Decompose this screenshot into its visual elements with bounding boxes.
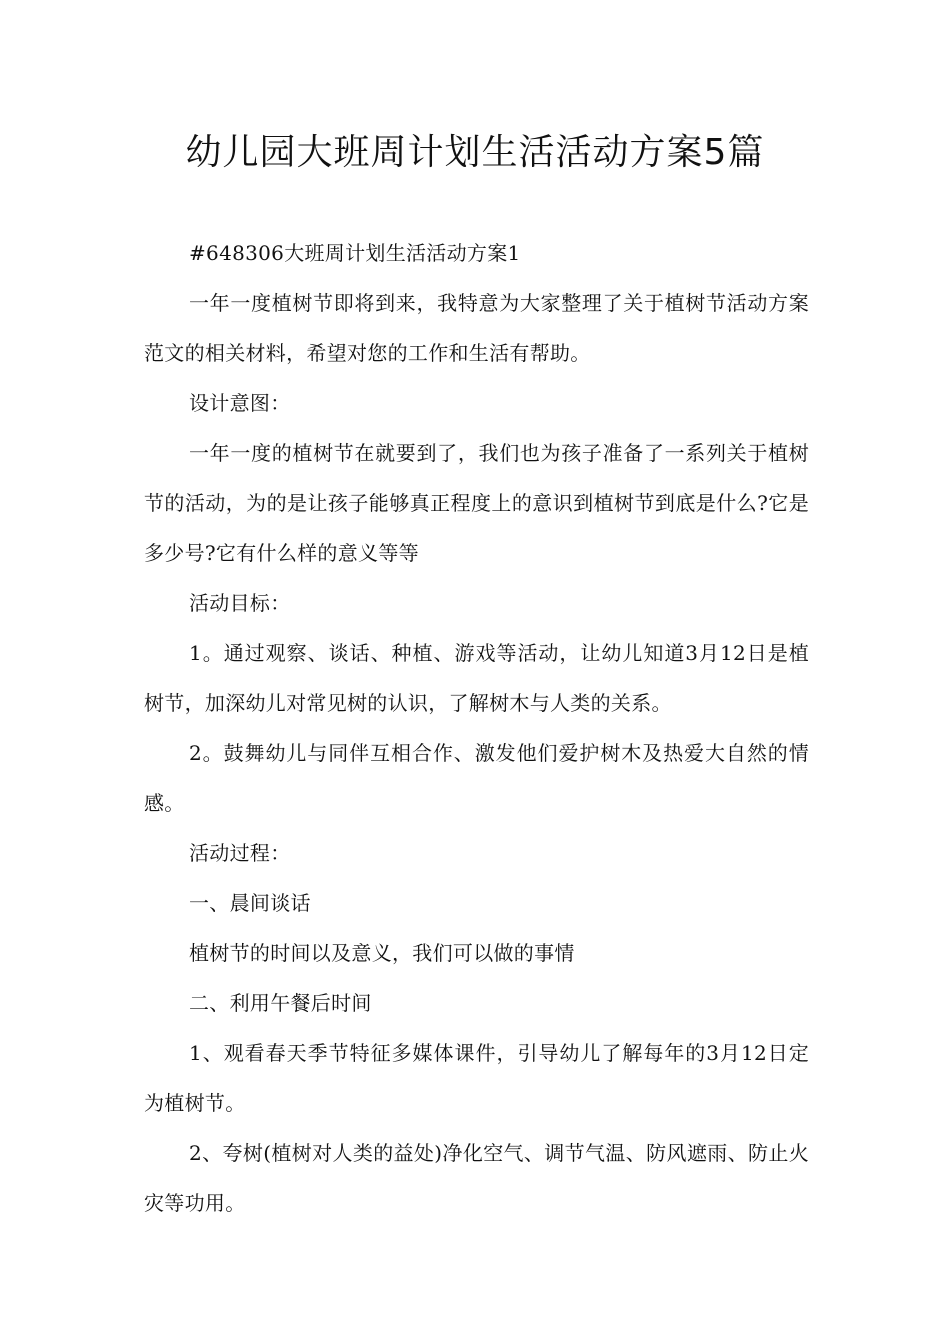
document-title: 幼儿园大班周计划生活活动方案5篇 bbox=[185, 132, 765, 173]
document-body bbox=[144, 228, 809, 1228]
design-intent-paragraph: 一年一度的植树节在就要到了，我们也为孩子准备了一系列关于植树节的活动，为的是让孩子能够真正程度上的意识到植树节到底是什么?它是多少号?它有什么样的意义等等 bbox=[144, 441, 809, 565]
process-heading: 活动过程： bbox=[189, 841, 291, 865]
goal-item-1: 1。通过观察、谈话、种植、游戏等活动，让幼儿知道3月12日是植树节，加深幼儿对常见树的认识，了解树木与人类的关系。 bbox=[144, 641, 809, 715]
goals-heading: 活动目标： bbox=[189, 591, 291, 615]
section-heading: #648306大班周计划生活活动方案1 bbox=[189, 241, 521, 265]
process-step-2-item-1: 1、观看春天季节特征多媒体课件，引导幼儿了解每年的3月12日定为植树节。 bbox=[144, 1041, 809, 1115]
intro-paragraph: 一年一度植树节即将到来，我特意为大家整理了关于植树节活动方案范文的相关材料，希望对您的工作和生活有帮助。 bbox=[144, 291, 809, 365]
goal-item-2: 2。鼓舞幼儿与同伴互相合作、激发他们爱护树木及热爱大自然的情感。 bbox=[144, 741, 809, 815]
process-step-1-text: 植树节的时间以及意义，我们可以做的事情 bbox=[189, 941, 575, 965]
process-step-1-heading: 一、晨间谈话 bbox=[189, 891, 311, 915]
process-step-2-heading: 二、利用午餐后时间 bbox=[189, 991, 372, 1015]
process-step-2-item-2: 2、夸树(植树对人类的益处)净化空气、调节气温、防风遮雨、防止火灾等功用。 bbox=[144, 1141, 809, 1215]
design-intent-heading: 设计意图： bbox=[189, 391, 291, 415]
